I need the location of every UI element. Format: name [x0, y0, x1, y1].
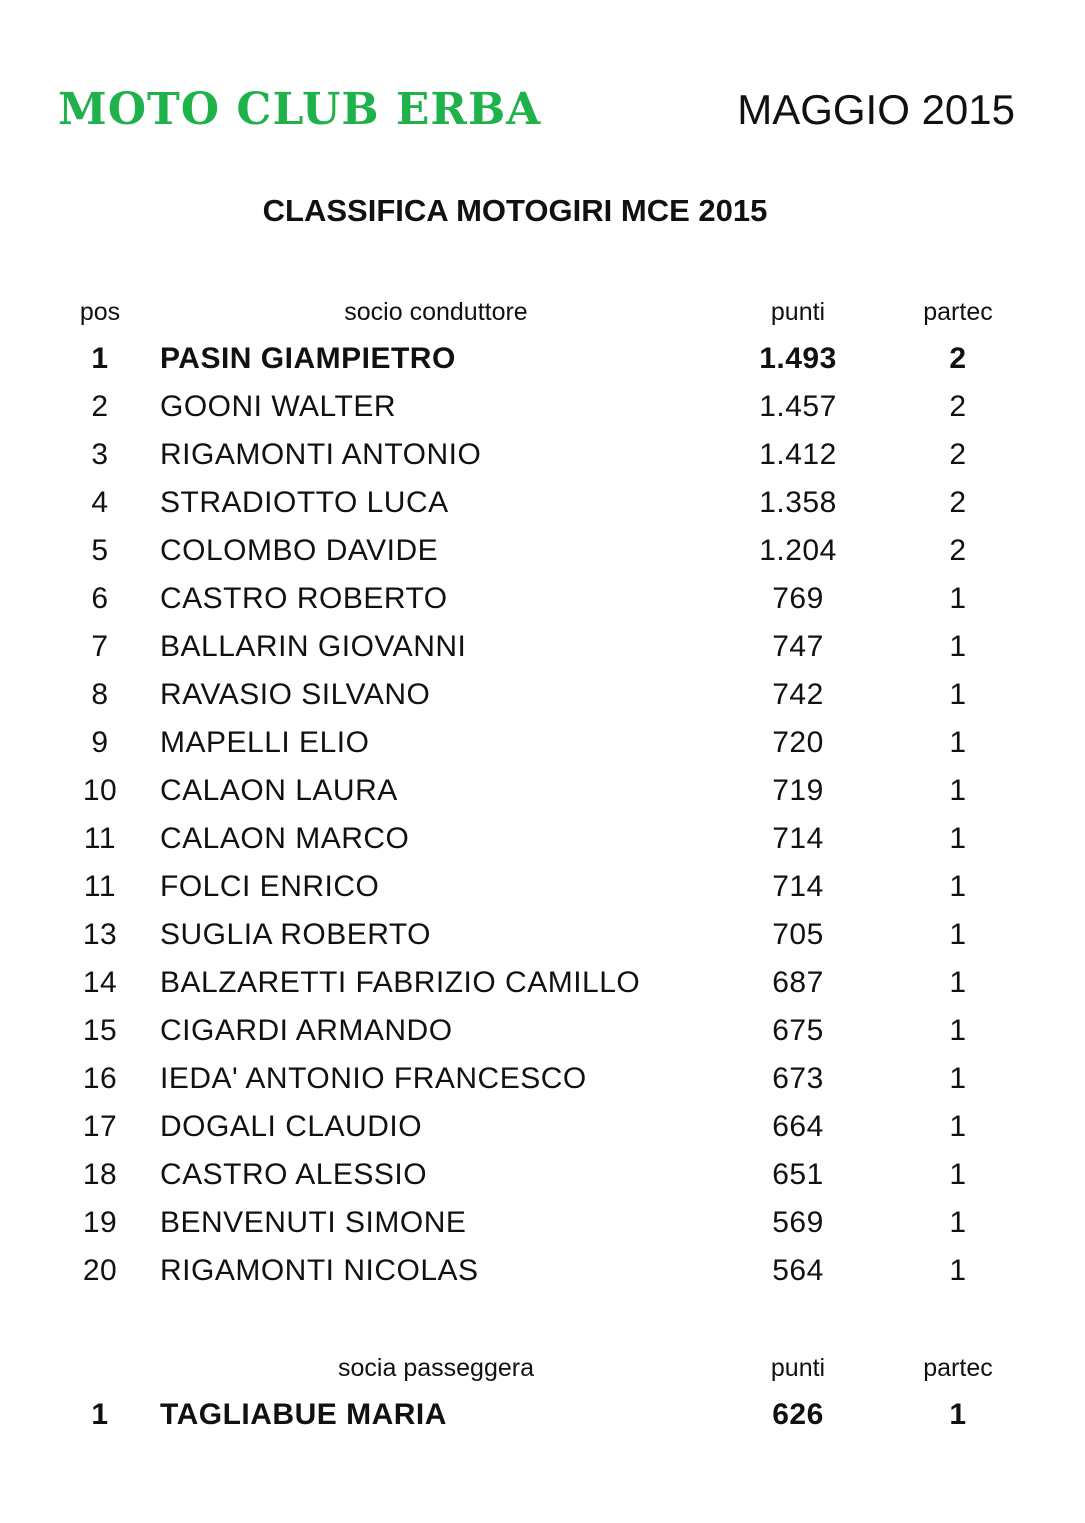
table-row	[0, 527, 1085, 575]
row-name: PASIN GIAMPIETRO	[160, 342, 456, 375]
row-points: 675	[772, 1014, 824, 1047]
row-name: RAVASIO SILVANO	[160, 678, 431, 711]
row-pos: 13	[82, 918, 118, 951]
row-points: 673	[772, 1062, 824, 1095]
row-pos: 6	[91, 582, 109, 615]
row-points: 742	[772, 678, 824, 711]
header-driver: socio conduttore	[344, 298, 528, 326]
row-name: MAPELLI ELIO	[160, 726, 370, 759]
row-partec: 1	[949, 726, 967, 759]
row-pos: 16	[82, 1062, 118, 1095]
row-points: 1.358	[759, 486, 837, 519]
table-row	[0, 1151, 1085, 1199]
row-partec: 1	[949, 918, 967, 951]
club-name: MOTO CLUB ERBA	[58, 84, 542, 135]
row-pos: 4	[91, 486, 109, 519]
table-row	[0, 479, 1085, 527]
row-pos: 3	[91, 438, 109, 471]
row-name: RIGAMONTI NICOLAS	[160, 1254, 479, 1287]
row-points: 1.457	[759, 390, 837, 423]
row-partec: 1	[949, 1254, 967, 1287]
row-pos: 15	[82, 1014, 118, 1047]
header-points: punti	[770, 1354, 826, 1382]
row-partec: 2	[949, 390, 967, 423]
table-row	[0, 1007, 1085, 1055]
row-name: IEDA' ANTONIO FRANCESCO	[160, 1062, 587, 1095]
row-pos: 5	[91, 534, 109, 567]
row-name: CALAON MARCO	[160, 822, 410, 855]
row-points: 769	[772, 582, 824, 615]
table-row	[0, 1247, 1085, 1295]
table-row	[0, 815, 1085, 863]
row-pos: 1	[91, 1398, 109, 1431]
row-partec: 1	[949, 1062, 967, 1095]
row-name: STRADIOTTO LUCA	[160, 486, 449, 519]
row-points: 720	[772, 726, 824, 759]
row-partec: 1	[949, 1398, 967, 1431]
row-name: TAGLIABUE MARIA	[160, 1398, 447, 1431]
row-partec: 1	[949, 630, 967, 663]
row-pos: 19	[82, 1206, 118, 1239]
header-pos: pos	[79, 298, 121, 326]
row-partec: 2	[949, 438, 967, 471]
row-points: 714	[772, 822, 824, 855]
row-partec: 1	[949, 1014, 967, 1047]
row-name: BENVENUTI SIMONE	[160, 1206, 467, 1239]
row-points: 626	[772, 1398, 824, 1431]
row-pos: 2	[91, 390, 109, 423]
table-row	[0, 431, 1085, 479]
row-points: 1.493	[759, 342, 837, 375]
row-points: 664	[772, 1110, 824, 1143]
row-pos: 18	[82, 1158, 118, 1191]
row-partec: 1	[949, 822, 967, 855]
row-name: DOGALI CLAUDIO	[160, 1110, 423, 1143]
table-row	[0, 863, 1085, 911]
row-pos: 17	[82, 1110, 118, 1143]
row-name: CALAON LAURA	[160, 774, 398, 807]
table-row	[0, 911, 1085, 959]
row-points: 651	[772, 1158, 824, 1191]
row-pos: 11	[83, 870, 117, 903]
row-points: 1.412	[759, 438, 837, 471]
row-pos: 20	[82, 1254, 118, 1287]
row-pos: 11	[83, 822, 117, 855]
row-pos: 9	[91, 726, 109, 759]
row-name: GOONI WALTER	[160, 390, 397, 423]
row-points: 564	[772, 1254, 824, 1287]
row-partec: 1	[949, 1206, 967, 1239]
page-title: CLASSIFICA MOTOGIRI MCE 2015	[262, 193, 768, 228]
row-partec: 2	[949, 486, 967, 519]
row-partec: 2	[949, 342, 967, 375]
row-name: CASTRO ROBERTO	[160, 582, 448, 615]
row-points: 687	[772, 966, 824, 999]
drivers-header-row	[0, 288, 1085, 336]
row-partec: 1	[949, 582, 967, 615]
row-name: FOLCI ENRICO	[160, 870, 380, 903]
header-partec: partec	[923, 298, 993, 326]
row-points: 569	[772, 1206, 824, 1239]
table-row	[0, 959, 1085, 1007]
table-row	[0, 623, 1085, 671]
table-row	[0, 719, 1085, 767]
row-partec: 1	[949, 1158, 967, 1191]
row-pos: 7	[91, 630, 109, 663]
row-points: 705	[772, 918, 824, 951]
row-points: 1.204	[759, 534, 837, 567]
row-partec: 2	[949, 534, 967, 567]
passengers-header-row	[0, 1344, 1085, 1392]
table-row	[0, 1199, 1085, 1247]
header-points: punti	[770, 298, 826, 326]
row-name: CIGARDI ARMANDO	[160, 1014, 453, 1047]
row-points: 714	[772, 870, 824, 903]
row-name: BALLARIN GIOVANNI	[160, 630, 467, 663]
row-partec: 1	[949, 678, 967, 711]
table-row	[0, 1103, 1085, 1151]
row-points: 747	[772, 630, 824, 663]
table-row	[0, 1055, 1085, 1103]
row-name: RIGAMONTI ANTONIO	[160, 438, 482, 471]
row-name: COLOMBO DAVIDE	[160, 534, 439, 567]
header-partec: partec	[923, 1354, 993, 1382]
row-partec: 1	[949, 870, 967, 903]
table-row	[0, 335, 1085, 383]
header-passenger: socia passeggera	[338, 1354, 534, 1382]
row-name: SUGLIA ROBERTO	[160, 918, 431, 951]
row-points: 719	[772, 774, 824, 807]
row-partec: 1	[949, 774, 967, 807]
table-row	[0, 1391, 1085, 1439]
table-row	[0, 383, 1085, 431]
row-partec: 1	[949, 966, 967, 999]
row-pos: 14	[82, 966, 118, 999]
table-row	[0, 767, 1085, 815]
table-row	[0, 575, 1085, 623]
table-row	[0, 671, 1085, 719]
row-name: BALZARETTI FABRIZIO CAMILLO	[160, 966, 641, 999]
month-label: MAGGIO 2015	[737, 86, 1015, 133]
row-name: CASTRO ALESSIO	[160, 1158, 428, 1191]
row-pos: 1	[91, 342, 109, 375]
row-partec: 1	[949, 1110, 967, 1143]
row-pos: 10	[82, 774, 118, 807]
row-pos: 8	[91, 678, 109, 711]
